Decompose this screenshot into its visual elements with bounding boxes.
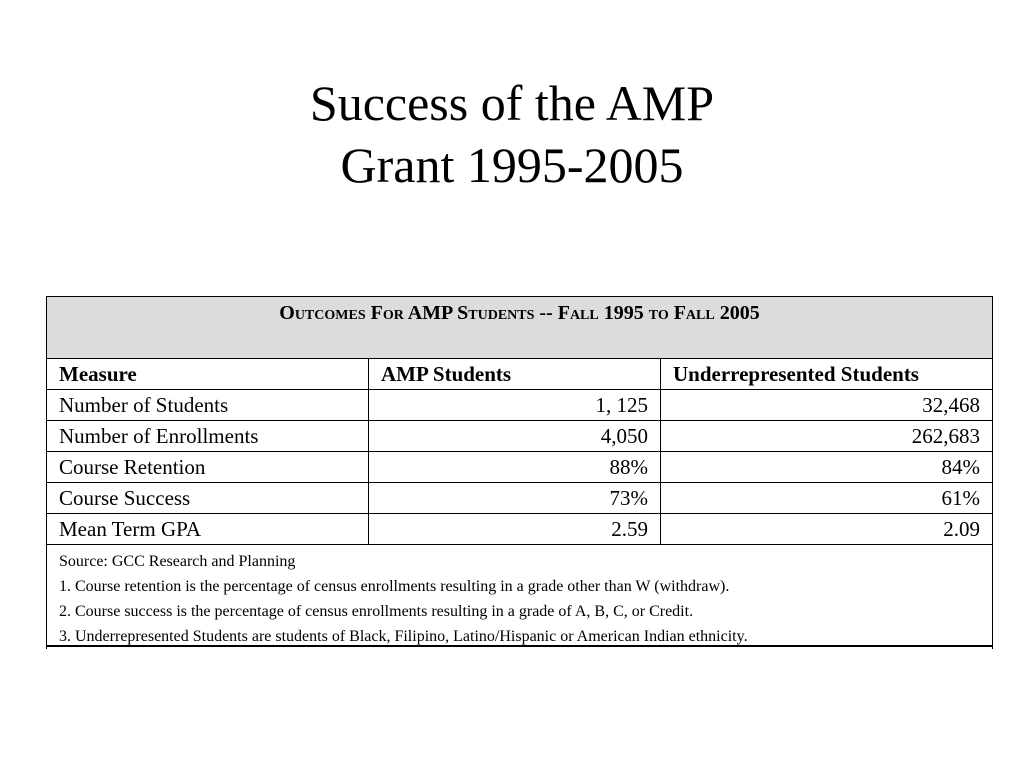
underrepresented-value-cell: 84% — [661, 452, 993, 483]
table-caption-text: Outcomes For AMP Students -- Fall 1995 to Fall 2005 — [279, 302, 760, 324]
underrepresented-value-cell: 2.09 — [661, 514, 993, 545]
underrepresented-value-cell: 61% — [661, 483, 993, 514]
amp-value-cell: 88% — [369, 452, 661, 483]
table-row — [47, 390, 993, 421]
column-header-underrepresented-students: Underrepresented Students — [661, 359, 993, 390]
slide-title — [0, 72, 1024, 196]
measure-cell: Mean Term GPA — [47, 514, 369, 545]
footnote-3: 3. Underrepresented Students are students of Black, Filipino, Latino/Hispanic or American Indian ethnicity. — [59, 628, 748, 645]
underrepresented-value-cell: 262,683 — [661, 421, 993, 452]
measure-cell: Number of Enrollments — [47, 421, 369, 452]
measure-cell: Course Retention — [47, 452, 369, 483]
table-row — [47, 483, 993, 514]
slide-title-line-2: Grant 1995-2005 — [340, 137, 684, 193]
amp-value-cell: 2.59 — [369, 514, 661, 545]
underrepresented-value-cell: 32,468 — [661, 390, 993, 421]
source-note: Source: GCC Research and Planning — [59, 553, 296, 570]
table-row — [47, 452, 993, 483]
amp-value-cell: 1, 125 — [369, 390, 661, 421]
table-header-row — [47, 359, 993, 390]
footnote-1: 1. Course retention is the percentage of census enrollments resulting in a grade other than W (withdraw). — [59, 578, 730, 595]
amp-value-cell: 4,050 — [369, 421, 661, 452]
table-notes — [47, 545, 993, 650]
table-row — [47, 421, 993, 452]
slide-title-line-1: Success of the AMP — [309, 75, 715, 131]
table-row — [47, 514, 993, 545]
table-caption — [47, 297, 993, 359]
outcomes-table — [46, 296, 993, 649]
measure-cell: Number of Students — [47, 390, 369, 421]
measure-cell: Course Success — [47, 483, 369, 514]
footnote-2: 2. Course success is the percentage of census enrollments resulting in a grade of A, B, C, or Credit. — [59, 603, 694, 620]
column-header-amp-students: AMP Students — [369, 359, 661, 390]
table-bottom-rule — [46, 645, 993, 647]
column-header-measure: Measure — [47, 359, 369, 390]
amp-value-cell: 73% — [369, 483, 661, 514]
